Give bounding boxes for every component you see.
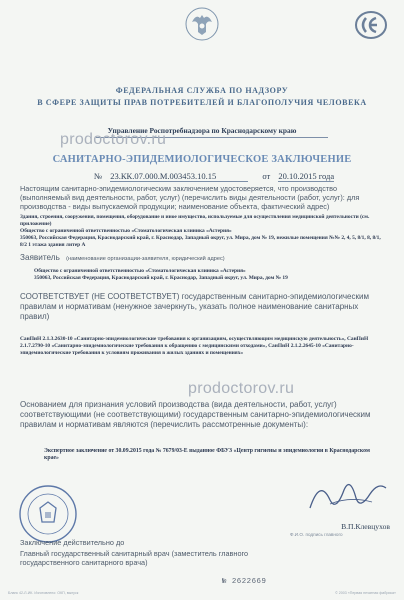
address-line: 350063, Российская Федерация, Краснодарский край, г. Краснодар, Западный округ, ул. Мира, дом № 19, нежилые помещения №№ 2, 4, 5, 8/1, 8, 8/1, 8/2 1 этажа здания литер А [20,235,381,248]
signer-title: Главный государственный санитарный врач (заместитель главного государственного санитарного врача) [20,549,249,567]
basis-text: Основанием для признания условий производства (вида деятельности, работ, услуг) соответствующими (не соответствующими) государственным санитарно-эпидемиологическим правилам и нормативам являются (перечислить рассмотренные документы): [20,400,371,429]
expert-conclusion: Экспертное заключение от 30.09.2015 года № 7679/03-Е выданное ФБУЗ «Центр гигиены и эпидемиологии в Краснодарском крае» [44,448,370,461]
double-headed-eagle-emblem-icon [184,6,220,42]
document-title: САНИТАРНО-ЭПИДЕМИОЛОГИЧЕСКОЕ ЗАКЛЮЧЕНИЕ [52,154,352,165]
signer-name: В.П.Клевцухов [341,522,390,531]
applicant-row [20,253,388,262]
document-number-row [94,171,334,182]
agency-name-line1: ФЕДЕРАЛЬНАЯ СЛУЖБА ПО НАДЗОРУ [115,86,289,95]
signature-icon [300,470,390,518]
applicant-value: Общество с ограниченной ответственностью «Стоматологическая клиника «Астерия» [34,268,246,274]
sanitary-rules: СанПиН 2.1.3.2630-10 «Санитарно-эпидемиологические требования к организациям, осуществляющим медицинскую деятельность», СанПиН 2.1.7.2790-10 «Санитарно-эпидемиологические требования к обращению с медицинскими отходами», СанПиН 2.1.2.2645-10 «Санитарно-эпидемиологические требования к условиям проживания в жилых зданиях и помещениях» [20,336,369,356]
agency-name-line2: В СФЕРЕ ЗАЩИТЫ ПРАВ ПОТРЕБИТЕЛЕЙ И БЛАГОПОЛУЧИЯ ЧЕЛОВЕКА [37,98,367,107]
conformity-mark-logo-icon [354,10,388,40]
applicant-hint: (наименование организации-заявителя, юридический адрес) [66,256,225,262]
document-number: 23.КК.07.000.М.003453.10.15 [110,171,248,182]
date-prefix: от [262,171,271,181]
footer-left: Бланк 42-Л-ИК. Изготовлено: ОКП, выпуск [8,591,79,595]
valid-until-label: Заключение действительно до [20,538,125,547]
applicant-label: Заявитель [20,253,60,262]
watermark-middle: prodoctorov.ru [188,380,295,397]
intro-text: Настоящим санитарно-эпидемиологическим заключением удостоверяется, что производство (выполняемый вид деятельности, работ, услуг) (перечислить виды деятельности (работ, услуг): для производства - виды выпускаемой продукции; наименование объекта, фактический адрес) [20,184,360,212]
signer-caption: Ф.И.О. подпись главного [290,532,343,537]
applicant-address: 350063, Российская Федерация, Краснодарский край, г. Краснодар, Западный округ, ул. Мира, дом № 19 [34,275,288,281]
watermark-top: prodoctorov.ru [60,131,167,148]
round-seal-icon [18,484,78,544]
activity-text: Здания, строения, сооружения, помещения, оборудование и иное имущество, используемые для осуществления медицинской деятельности (см. приложение) [20,214,370,227]
form-serial-number: № 2622669 [222,578,267,586]
conformity-text: СООТВЕТСТВУЕТ (НЕ СООТВЕТСТВУЕТ) государственным санитарно-эпидемиологическим правилам и нормативам (ненужное зачеркнуть, указать полное наименование санитарных правил) [20,292,369,321]
document-date: 20.10.2015 года [278,171,335,181]
footer-right: © 2003 «Первая печатная фабрика» [335,591,396,595]
number-prefix: № [94,171,103,181]
organization-line: Общество с ограниченной ответственностью «Стоматологическая клиника «Астерия» [20,228,232,234]
department-name: Управление Роспотребнадзора по Краснодарскому краю [107,126,297,135]
